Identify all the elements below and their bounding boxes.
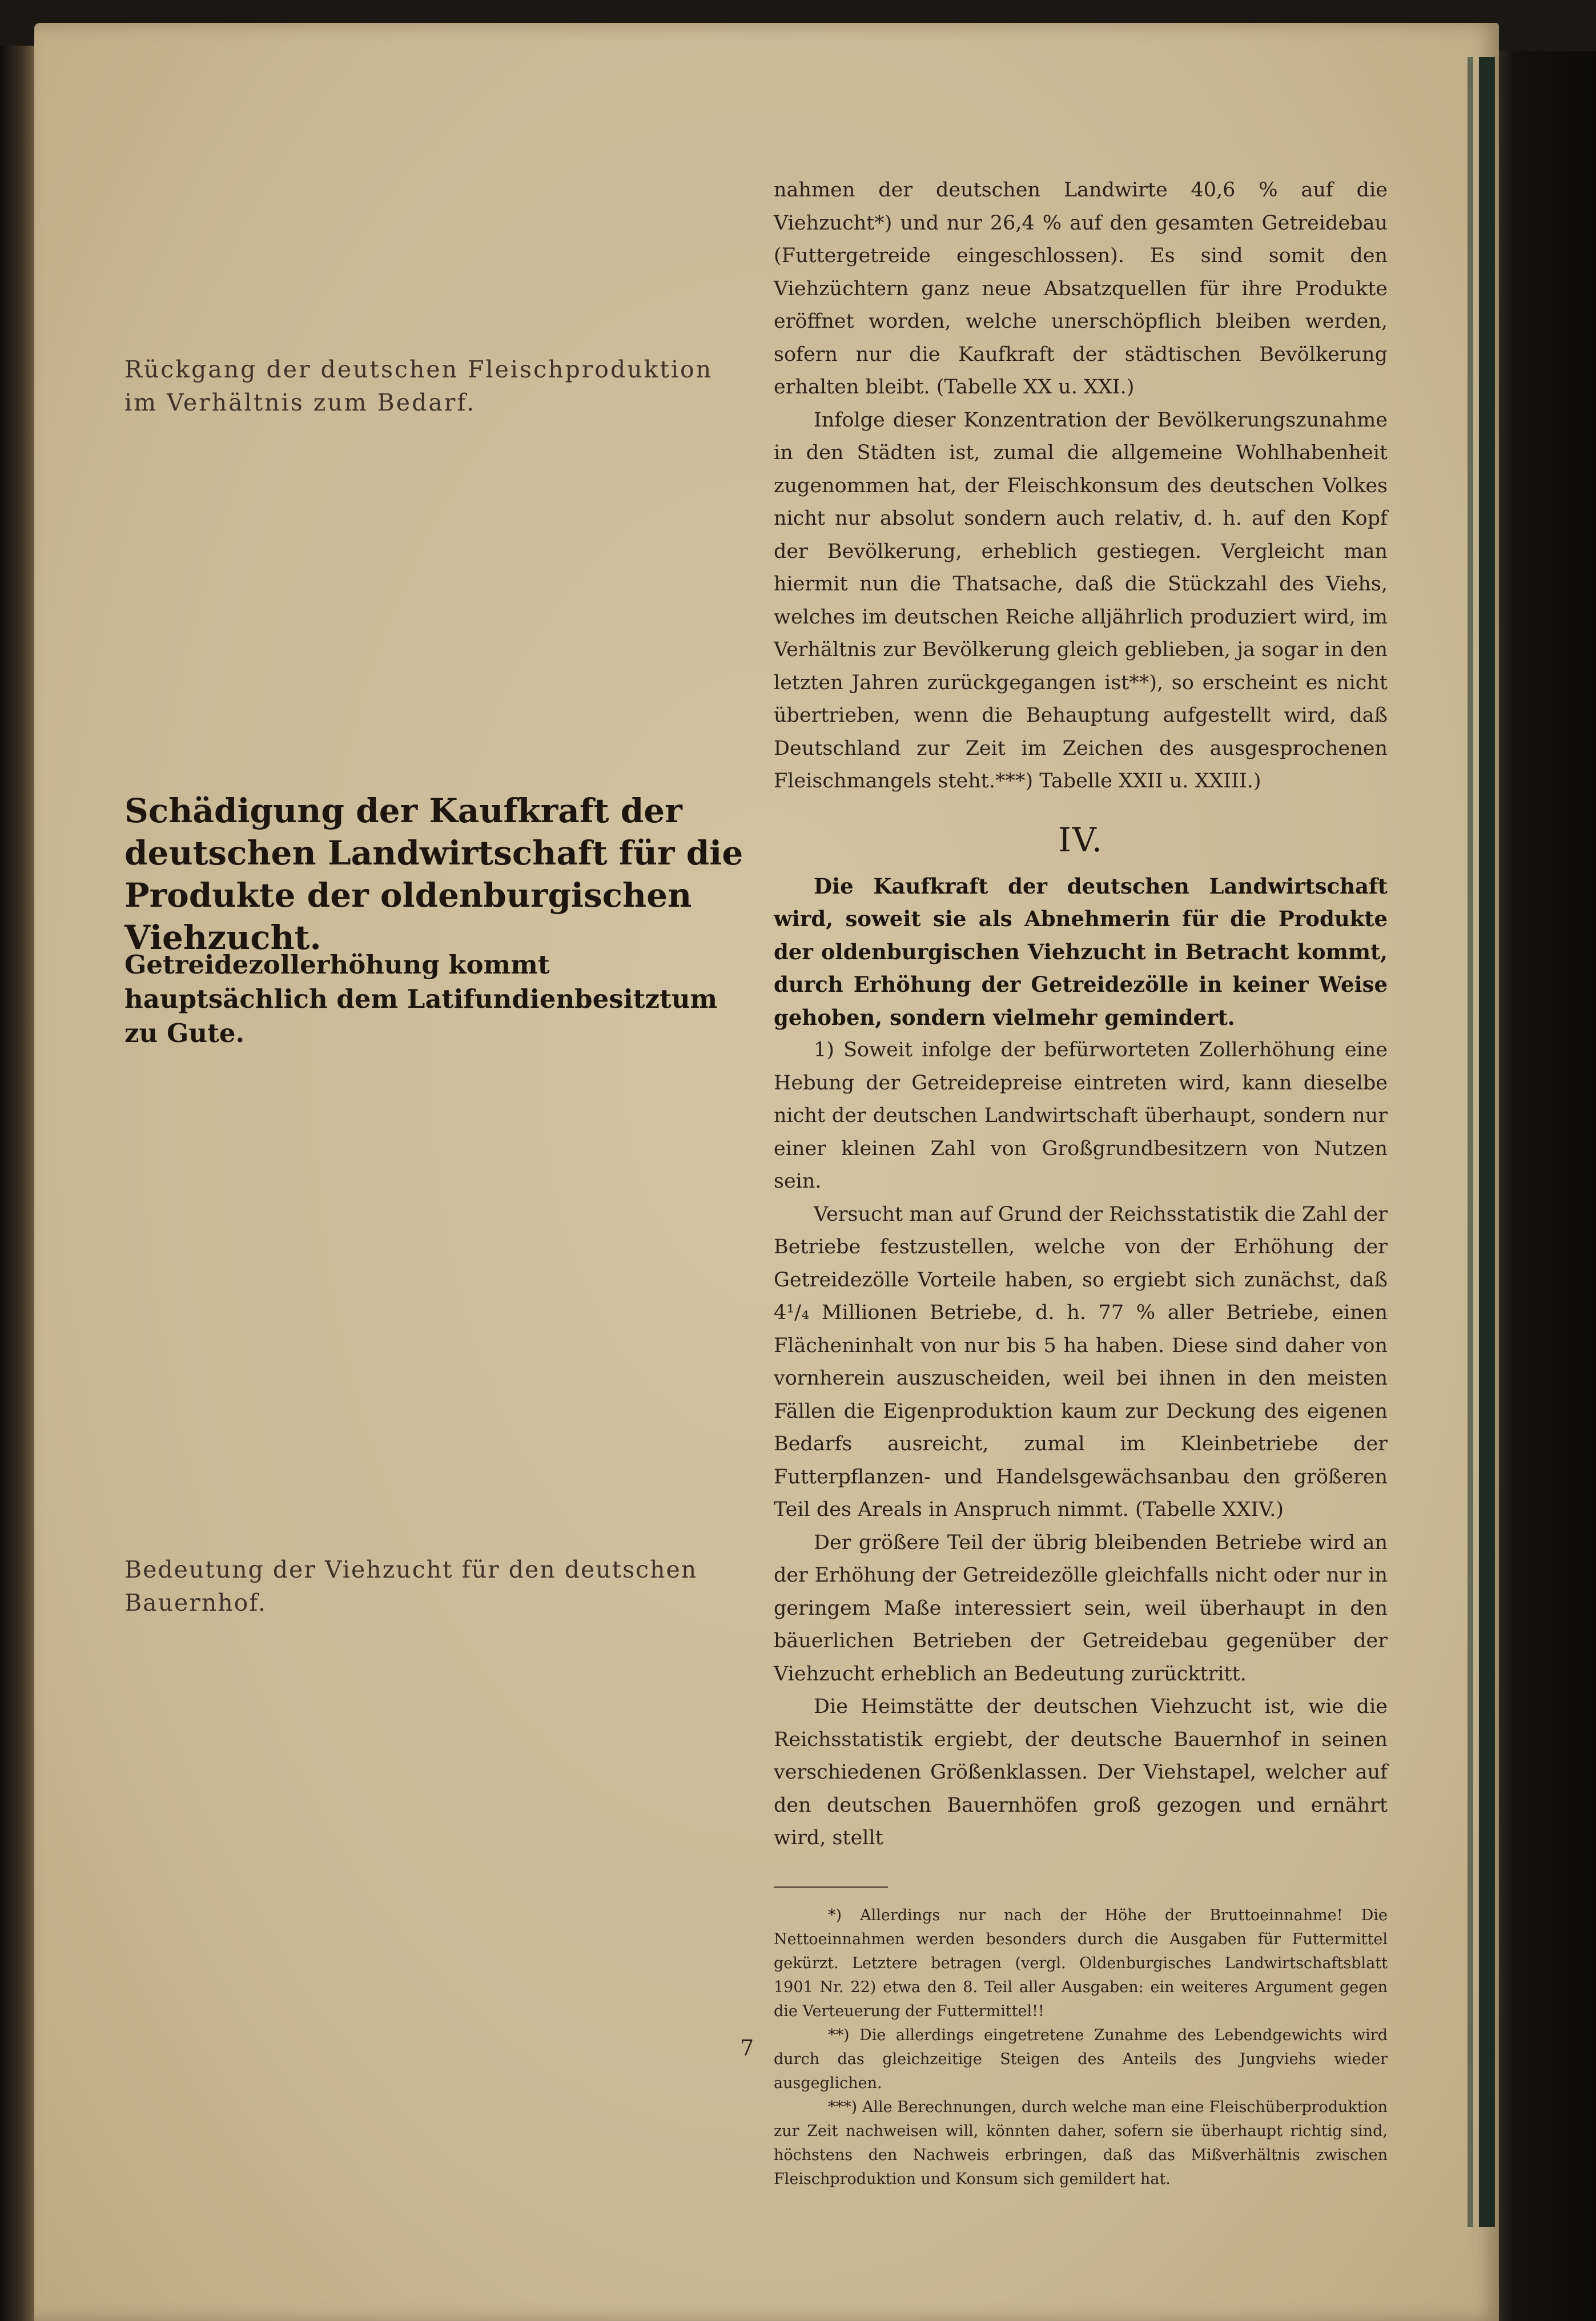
margin-note-bauernhof: Bedeutung der Viehzucht für den deutschen Bauernhof. — [124, 1556, 698, 1616]
section-number: IV. — [1058, 820, 1104, 859]
body-paragraph: 1) Soweit infolge der befürworteten Zollerhöhung eine Hebung der Getreidepreise eintreten wird, kann dieselbe nicht der deutschen Landwirtschaft überhaupt, sondern nur einer kleinen Zahl von Großgrundbesitzern von Nutzen sein. — [774, 1039, 1388, 1193]
page-edge-binding — [1479, 57, 1495, 2227]
page-number: 7 — [740, 2036, 754, 2061]
margin-heading-getreidezoll: Getreidezollerhöhung kommt hauptsächlich dem Latifundienbesitztum zu Gute. — [124, 950, 718, 1048]
footnote: **) Die allerdings eingetretene Zunahme des Lebendgewichts wird durch das gleichzeitige Steigen des Anteils des Jungviehs wieder ausgeglichen. — [774, 2026, 1388, 2092]
book-cover-edge — [1499, 51, 1596, 2321]
page-edge-shadow — [1468, 57, 1473, 2227]
margin-heading-kaufkraft: Schädigung der Kaufkraft der deutschen Landwirtschaft für die Produkte der oldenburgischen Viehzucht. — [124, 791, 743, 957]
footnote-rule — [774, 1886, 888, 1888]
main-text-column — [774, 174, 1388, 2191]
body-paragraph: Infolge dieser Konzentration der Bevölkerungszunahme in den Städten ist, zumal die allgemeine Wohlhabenheit zugenommen hat, der Fleischkonsum des deutschen Volkes nicht nur absolut sondern auch relativ, d. h. auf den Kopf der Bevölkerung, erheblich gestiegen. Vergleicht man hiermit nun die Thatsache, daß die Stückzahl des Viehs, welches im deutschen Reiche alljährlich produziert wird, im Verhältnis zur Bevölkerung gleich geblieben, ja sogar in den letzten Jahren zurückgegangen ist**), so erscheint es nicht übertrieben, wenn die Behauptung aufgestellt wird, daß Deutschland zur Zeit im Zeichen des ausgesprochenen Fleischmangels steht.***) Tabelle XXII u. XXIII.) — [774, 408, 1388, 793]
body-paragraph: Die Heimstätte der deutschen Viehzucht ist, wie die Reichsstatistik ergiebt, der deutsche Bauernhof in seinen verschiedenen Größenklassen. Der Viehstapel, welcher auf den deutschen Bauernhöfen groß gezogen und ernährt wird, stellt — [774, 1695, 1388, 1849]
body-paragraph: nahmen der deutschen Landwirte 40,6 % auf die Viehzucht*) und nur 26,4 % auf den gesamten Getreidebau (Futtergetreide eingeschlossen). Es sind somit den Viehzüchtern ganz neue Absatzquellen für ihre Produkte eröffnet worden, welche unerschöpflich bleiben werden, sofern nur die Kaufkraft der städtischen Bevölkerung erhalten bleibt. (Tabelle XX u. XXI.) — [774, 179, 1388, 399]
body-paragraph: Versucht man auf Grund der Reichsstatistik die Zahl der Betriebe festzustellen, welche von der Erhöhung der Getreidezölle Vorteile haben, so ergiebt sich zunächst, daß 4¹/₄ Millionen Betriebe, d. h. 77 % aller Betriebe, einen Flächeninhalt von nur bis 5 ha haben. Diese sind daher von vornherein auszuscheiden, weil bei ihnen in den meisten Fällen die Eigenproduktion kaum zur Deckung des eigenen Bedarfs ausreicht, zumal im Kleinbetriebe der Futterpflanzen- und Handelsgewächsanbau den größeren Teil des Areals in Anspruch nimmt. (Tabelle XXIV.) — [774, 1202, 1388, 1521]
footnote: ***) Alle Berechnungen, durch welche man eine Fleischüberproduktion zur Zeit nachweisen will, könnten daher, sofern sie überhaupt richtig sind, höchstens den Nachweis erbringen, daß das Mißverhältnis zwischen Fleischproduktion und Konsum sich gemildert hat. — [774, 2098, 1388, 2188]
margin-note-fleischproduktion: Rückgang der deutschen Fleischproduktion im Verhältnis zum Bedarf. — [124, 356, 713, 416]
footnote: *) Allerdings nur nach der Höhe der Bruttoeinnahme! Die Nettoeinnahmen werden besonders durch die Ausgaben für Futtermittel gekürzt. Letztere betragen (vergl. Oldenburgisches Landwirtschaftsblatt 1901 Nr. 22) etwa den 8. Teil aller Ausgaben: ein weiteres Argument gegen die Verteuerung der Futtermittel!! — [774, 1906, 1388, 2020]
section-lead-paragraph: Die Kaufkraft der deutschen Landwirtschaft wird, soweit sie als Abnehmerin für die Produkte der oldenburgischen Viehzucht in Betracht kommt, durch Erhöhung der Getreidezölle in keiner Weise gehoben, sondern vielmehr gemindert. — [774, 873, 1388, 1030]
body-paragraph: Der größere Teil der übrig bleibenden Betriebe wird an der Erhöhung der Getreidezölle gleichfalls nicht oder nur in geringem Maße interessiert sein, weil überhaupt in den bäuerlichen Betrieben der Getreidebau gegenüber der Viehzucht erheblich an Bedeutung zurücktritt. — [774, 1531, 1388, 1686]
book-spine — [0, 46, 34, 2321]
margin-column — [124, 0, 747, 2321]
